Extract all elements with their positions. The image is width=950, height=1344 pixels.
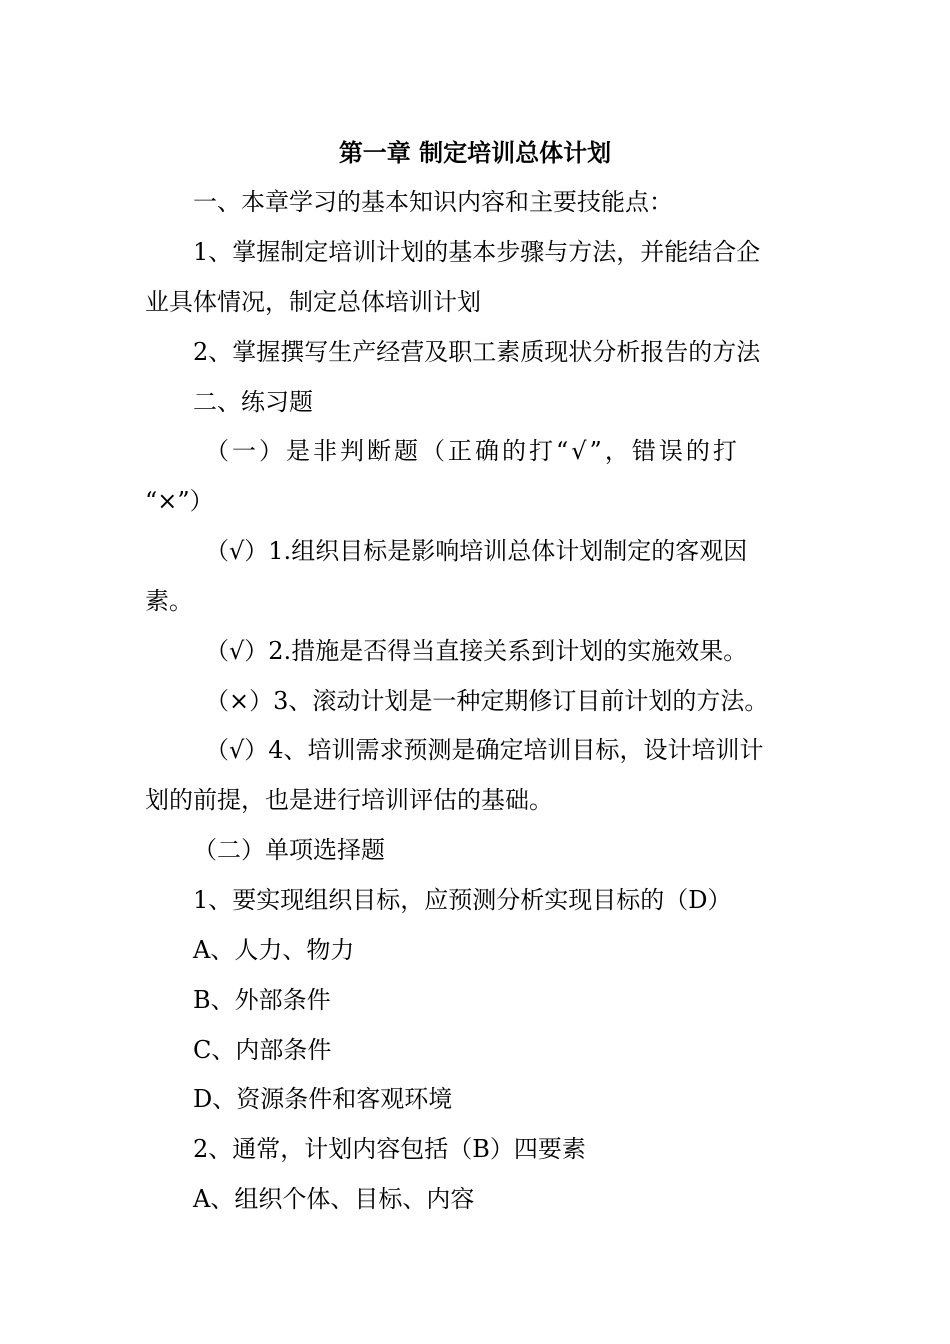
true-false-question-4-continued: 划的前提，也是进行培训评估的基础。 bbox=[145, 786, 553, 814]
knowledge-item-2: 2、掌握撰写生产经营及职工素质现状分析报告的方法 bbox=[193, 338, 761, 366]
section-heading-exercises: 二、练习题 bbox=[193, 388, 313, 416]
subsection-true-false: （一）是非判断题（正确的打“√”，错误的打 bbox=[205, 437, 740, 465]
true-false-question-4: （√）4、培训需求预测是确定培训目标，设计培训计 bbox=[205, 736, 764, 764]
choice-option-1a: A、人力、物力 bbox=[193, 936, 355, 964]
subsection-true-false-continued: “×”） bbox=[145, 487, 214, 515]
chapter-title: 第一章 制定培训总体计划 bbox=[338, 139, 612, 167]
knowledge-item-1: 1、掌握制定培训计划的基本步骤与方法，并能结合企 bbox=[193, 238, 761, 266]
section-heading-knowledge: 一、本章学习的基本知识内容和主要技能点： bbox=[193, 188, 673, 216]
true-false-question-3: （×）3、滚动计划是一种定期修订目前计划的方法。 bbox=[205, 687, 769, 715]
choice-option-1c: C、内部条件 bbox=[193, 1036, 332, 1064]
choice-option-2a: A、组织个体、目标、内容 bbox=[193, 1185, 475, 1213]
choice-option-1d: D、资源条件和客观环境 bbox=[193, 1085, 453, 1113]
true-false-question-1-continued: 素。 bbox=[145, 587, 193, 615]
choice-question-2: 2、通常，计划内容包括（B）四要素 bbox=[193, 1135, 586, 1163]
true-false-question-1: （√）1.组织目标是影响培训总体计划制定的客观因 bbox=[205, 537, 748, 565]
choice-option-1b: B、外部条件 bbox=[193, 986, 331, 1014]
subsection-single-choice: （二）单项选择题 bbox=[193, 836, 385, 864]
true-false-question-2: （√）2.措施是否得当直接关系到计划的实施效果。 bbox=[205, 637, 748, 665]
knowledge-item-1-continued: 业具体情况，制定总体培训计划 bbox=[145, 288, 481, 316]
choice-question-1: 1、要实现组织目标，应预测分析实现目标的（D） bbox=[193, 886, 732, 914]
